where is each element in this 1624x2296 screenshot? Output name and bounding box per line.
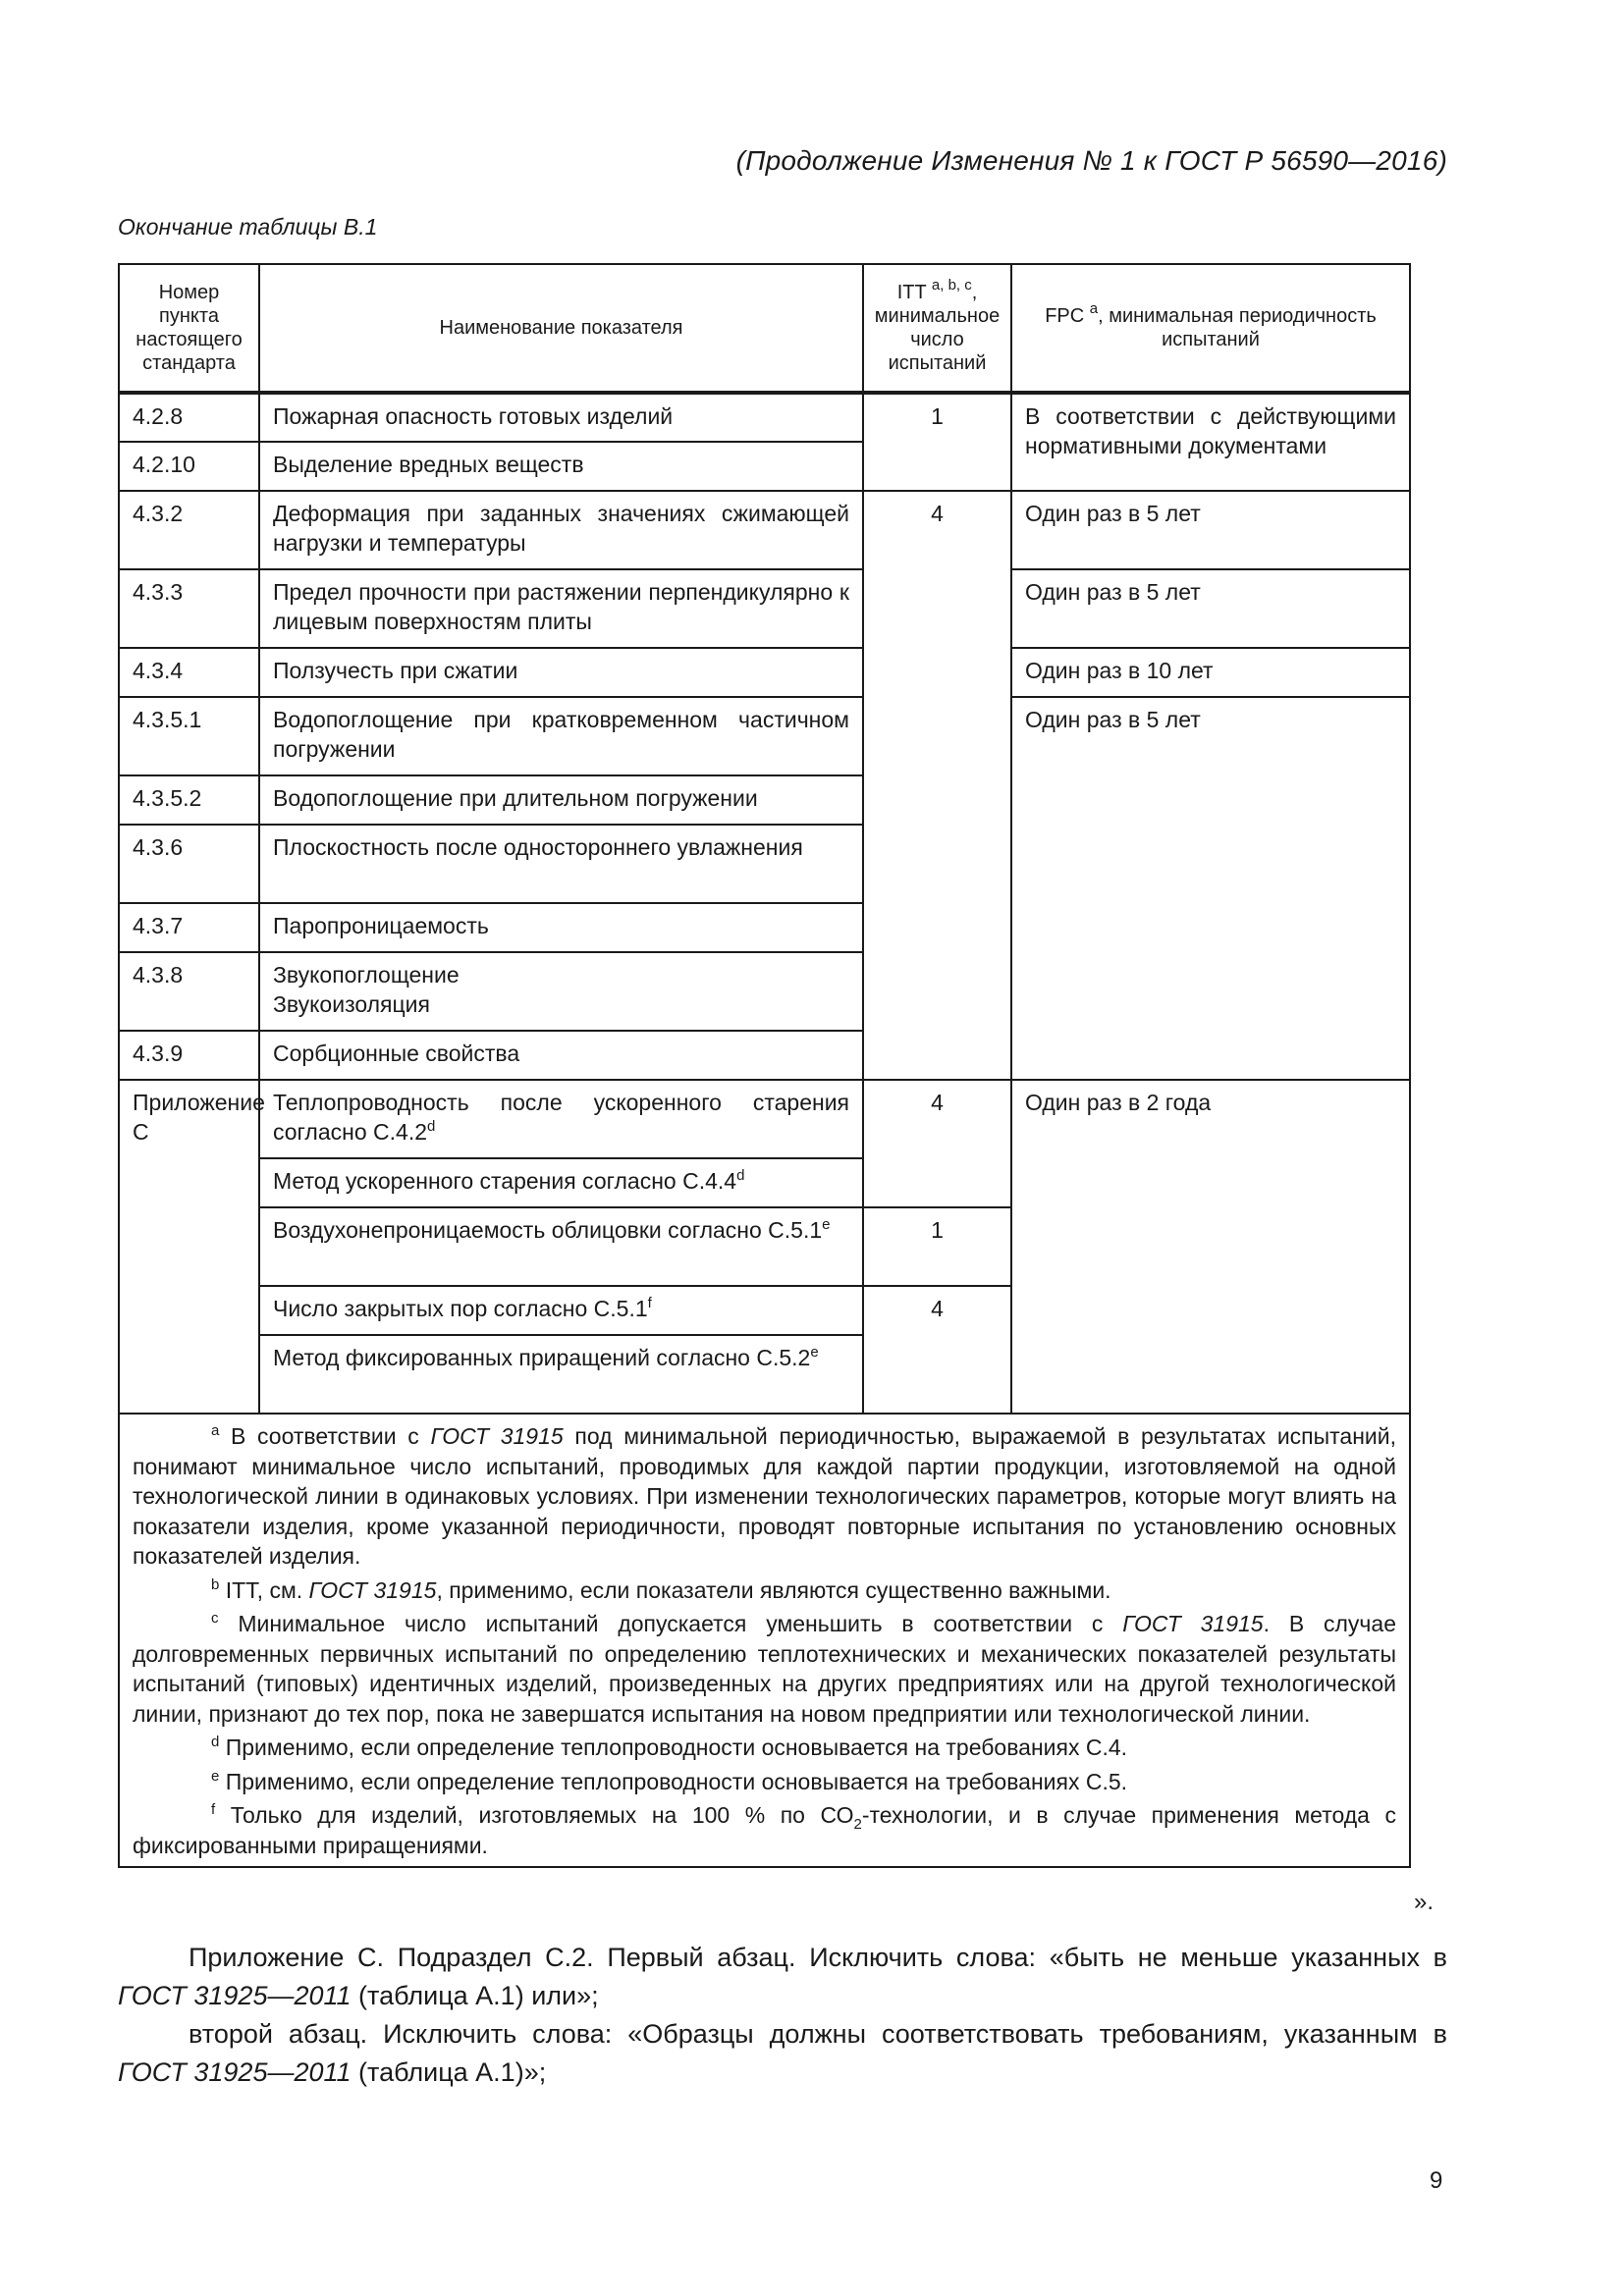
page-number: 9 bbox=[1430, 2167, 1443, 2194]
row-name: Водопоглощение при длительном погружении bbox=[259, 775, 863, 825]
row-name: Пожарная опасность готовых изделий bbox=[259, 393, 863, 442]
footnote-d: $^d$ Применимо, если определение теплопроводности основывается на требованиях С.4. bbox=[211, 1734, 1128, 1760]
table-row bbox=[119, 491, 1410, 569]
row-num: 4.3.8 bbox=[119, 952, 259, 1031]
itt-value: 1 bbox=[863, 393, 1011, 491]
row-num: 4.3.9 bbox=[119, 1031, 259, 1080]
amendment-paragraph-1: Приложение С. Подраздел С.2. Первый абзац. Исключить слова: «быть не меньше указанных в ГОСТ 31925—2011 (таблица А.1) или»; bbox=[118, 1943, 1447, 2010]
indicators-table bbox=[118, 263, 1411, 1868]
itt-value: 4 bbox=[863, 1286, 1011, 1414]
table-notes bbox=[119, 1414, 1410, 1867]
row-num: 4.3.7 bbox=[119, 903, 259, 952]
appendix-num: Приложение С bbox=[119, 1080, 259, 1414]
running-header: (Продолжение Изменения № 1 к ГОСТ Р 56590—2016) bbox=[735, 145, 1447, 176]
row-num: 4.3.2 bbox=[119, 491, 259, 569]
row-num: 4.2.8 bbox=[119, 393, 259, 442]
table-header-row bbox=[119, 264, 1410, 393]
footnote-c: $^c$ Минимальное число испытаний допускается уменьшить в соответствии с ГОСТ 31915. В случае долговременных первичных испытаний по определению теплотехнических и механических показателей результаты испытаний (типовых) идентичных изделий, произведенных на других предприятиях или на другой технологической линии, признают до тех пор, пока не завершатся испытания на новом предприятии или технологической линии. bbox=[133, 1610, 1396, 1727]
row-name: Звукопоглощение Звукоизоляция bbox=[259, 952, 863, 1031]
fpc-value: В соответствии с действующими нормативными документами bbox=[1011, 393, 1410, 491]
amendment-paragraph-2: второй абзац. Исключить слова: «Образцы должны соответствовать требованиям, указанным в ГОСТ 31925—2011 (таблица А.1)»; bbox=[118, 2019, 1447, 2087]
row-name: Выделение вредных веществ bbox=[259, 442, 863, 491]
row-name: Теплопроводность после ускоренного старения согласно С.4.2$^d$ bbox=[259, 1080, 863, 1158]
footnote-b: $^b$ ITT, см. ГОСТ 31915, применимо, если показатели являются существенно важными. bbox=[211, 1575, 1111, 1603]
row-name: Метод фиксированных приращений согласно С.5.2e bbox=[259, 1335, 863, 1414]
table-row bbox=[119, 648, 1410, 697]
table-row bbox=[119, 1080, 1410, 1158]
header-name: Наименование показателя bbox=[259, 264, 863, 393]
notes-row bbox=[119, 1414, 1410, 1867]
row-name: Плоскостность после одностороннего увлажнения bbox=[259, 825, 863, 903]
row-name: Воздухонепроницаемость облицовки согласно С.5.1e bbox=[259, 1207, 863, 1286]
table-row bbox=[119, 569, 1410, 648]
footnote-f: $^f$ Только для изделий, изготовляемых на 100 % по $СО_2$-технологии, и в случае применения метода с фиксированными приращениями. bbox=[133, 1801, 1396, 1858]
table-caption: Окончание таблицы В.1 bbox=[118, 214, 378, 240]
itt-value: 4 bbox=[863, 491, 1011, 1080]
fpc-value: Один раз в 5 лет bbox=[1011, 491, 1410, 569]
footnote-a: $^a$ В соответствии с ГОСТ 31915 под минимальной периодичностью, выражаемой в результатах испытаний, понимают минимальное число испытаний, проводимых для каждой партии продукции, изготовляемой на одной технологической линии в одинаковых условиях. При изменении технологических параметров, которые могут влиять на показатели изделия, кроме указанной периодичности, проводят повторные испытания по установлению основных показателей изделия. bbox=[133, 1422, 1397, 1569]
footnote-e: $^e$ Применимо, если определение теплопроводности основывается на требованиях С.5. bbox=[211, 1767, 1128, 1794]
header-num: Номер пункта настоящего стандарта bbox=[119, 264, 259, 393]
row-num: 4.3.5.1 bbox=[119, 697, 259, 775]
itt-value: 4 bbox=[863, 1080, 1011, 1207]
closing-quote: ». bbox=[1414, 1889, 1435, 1915]
table-row bbox=[119, 393, 1410, 442]
row-num: 4.3.4 bbox=[119, 648, 259, 697]
row-name: Число закрытых пор согласно С.5.1$^f$ bbox=[259, 1286, 863, 1335]
fpc-value: Один раз в 10 лет bbox=[1011, 648, 1410, 697]
table-row bbox=[119, 697, 1410, 775]
row-name: Паропроницаемость bbox=[259, 903, 863, 952]
header-fpc: FPC $^a$, минимальная периодичность испытаний bbox=[1011, 264, 1410, 393]
fpc-value: Один раз в 5 лет bbox=[1011, 697, 1410, 1080]
row-num: 4.3.6 bbox=[119, 825, 259, 903]
header-itt: ITT $^{a, b, c}$, минимальное число испытаний bbox=[863, 264, 1011, 393]
row-num: 4.2.10 bbox=[119, 442, 259, 491]
row-num: 4.3.3 bbox=[119, 569, 259, 648]
itt-value: 1 bbox=[863, 1207, 1011, 1286]
row-name: Метод ускоренного старения согласно С.4.4$^d$ bbox=[259, 1158, 863, 1207]
row-name: Предел прочности при растяжении перпендикулярно к лицевым поверхностям плиты bbox=[259, 569, 863, 648]
fpc-value: Один раз в 5 лет bbox=[1011, 569, 1410, 648]
row-name: Деформация при заданных значениях сжимающей нагрузки и температуры bbox=[259, 491, 863, 569]
row-name: Сорбционные свойства bbox=[259, 1031, 863, 1080]
row-name: Водопоглощение при кратковременном частичном погружении bbox=[259, 697, 863, 775]
fpc-value: Один раз в 2 года bbox=[1011, 1080, 1410, 1414]
row-num: 4.3.5.2 bbox=[119, 775, 259, 825]
row-name: Ползучесть при сжатии bbox=[259, 648, 863, 697]
